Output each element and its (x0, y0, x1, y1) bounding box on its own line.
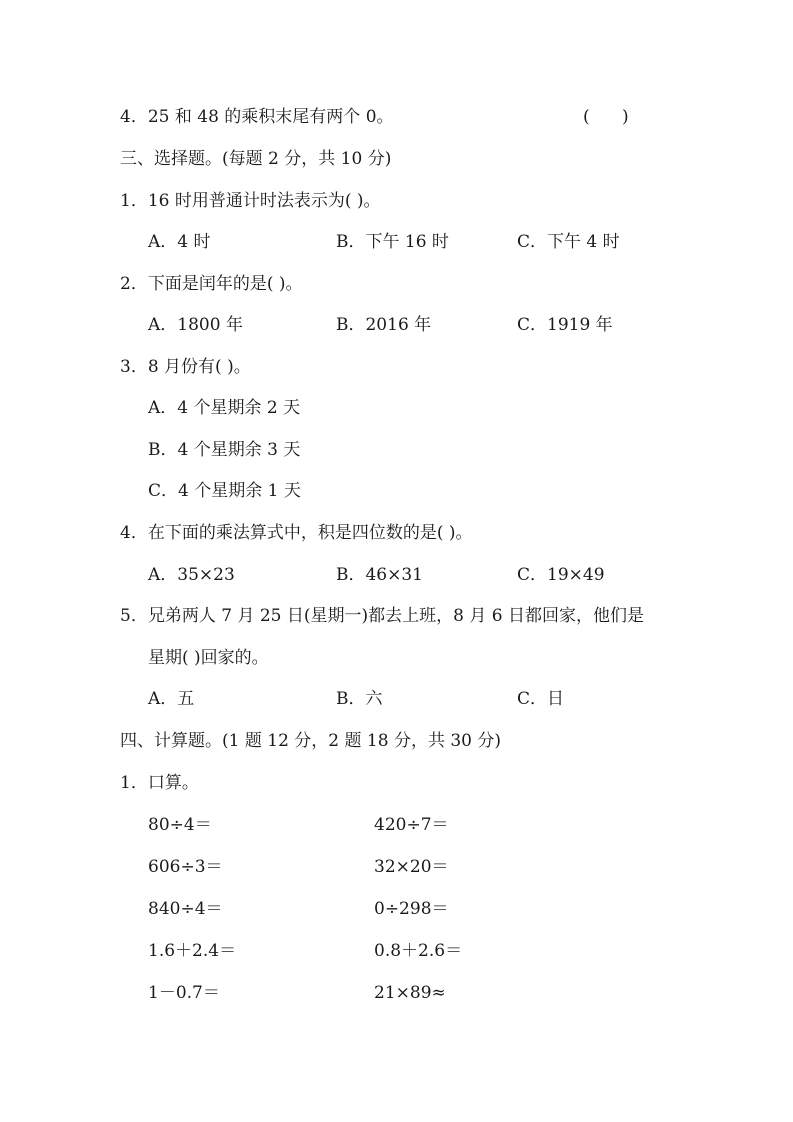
oral-calc-item: 840÷4＝ (148, 899, 223, 919)
option-a: A．1800 年 (148, 315, 243, 335)
choice-question-5-continued: 星期( )回家的。 (148, 648, 269, 668)
option-c: C．1919 年 (517, 315, 613, 335)
answer-blank: ( ) (583, 107, 629, 127)
option-b: B．2016 年 (336, 315, 432, 335)
oral-calc-item: 420÷7＝ (374, 815, 449, 835)
choice-question-2: 2．下面是闰年的是( )。 (120, 274, 303, 294)
option-b: B．46×31 (336, 565, 424, 585)
option-a: A．4 时 (148, 232, 211, 252)
choice-question-4: 4．在下面的乘法算式中，积是四位数的是( )。 (120, 523, 473, 543)
oral-calc-item: 21×89≈ (374, 983, 446, 1003)
option-a: A．五 (148, 689, 195, 709)
option-a: A．4 个星期余 2 天 (148, 398, 301, 418)
calc-question-1-title: 1．口算。 (120, 773, 199, 793)
choice-question-3: 3．8 月份有( )。 (120, 357, 251, 377)
option-c: C．下午 4 时 (517, 232, 620, 252)
option-b: B．六 (336, 689, 383, 709)
oral-calc-item: 32×20＝ (374, 857, 449, 877)
judge-question-4: 4．25 和 48 的乘积末尾有两个 0。 (120, 107, 394, 127)
option-c: C．日 (517, 689, 565, 709)
option-b: B．4 个星期余 3 天 (148, 440, 301, 460)
oral-calc-item: 0.8＋2.6＝ (374, 941, 463, 961)
oral-calc-item: 1.6＋2.4＝ (148, 941, 237, 961)
option-c: C．4 个星期余 1 天 (148, 481, 301, 501)
oral-calc-item: 80÷4＝ (148, 815, 212, 835)
option-c: C．19×49 (517, 565, 605, 585)
option-a: A．35×23 (148, 565, 235, 585)
oral-calc-item: 1－0.7＝ (148, 983, 220, 1003)
oral-calc-item: 606÷3＝ (148, 857, 223, 877)
choice-question-5: 5．兄弟两人 7 月 25 日(星期一)都去上班，8 月 6 日都回家，他们是 (120, 606, 644, 626)
option-b: B．下午 16 时 (336, 232, 449, 252)
oral-calc-item: 0÷298＝ (374, 899, 449, 919)
choice-question-1: 1．16 时用普通计时法表示为( )。 (120, 191, 381, 211)
section-heading-calculation: 四、计算题。(1 题 12 分，2 题 18 分，共 30 分) (120, 731, 502, 751)
section-heading-choice: 三、选择题。(每题 2 分，共 10 分) (120, 149, 392, 169)
